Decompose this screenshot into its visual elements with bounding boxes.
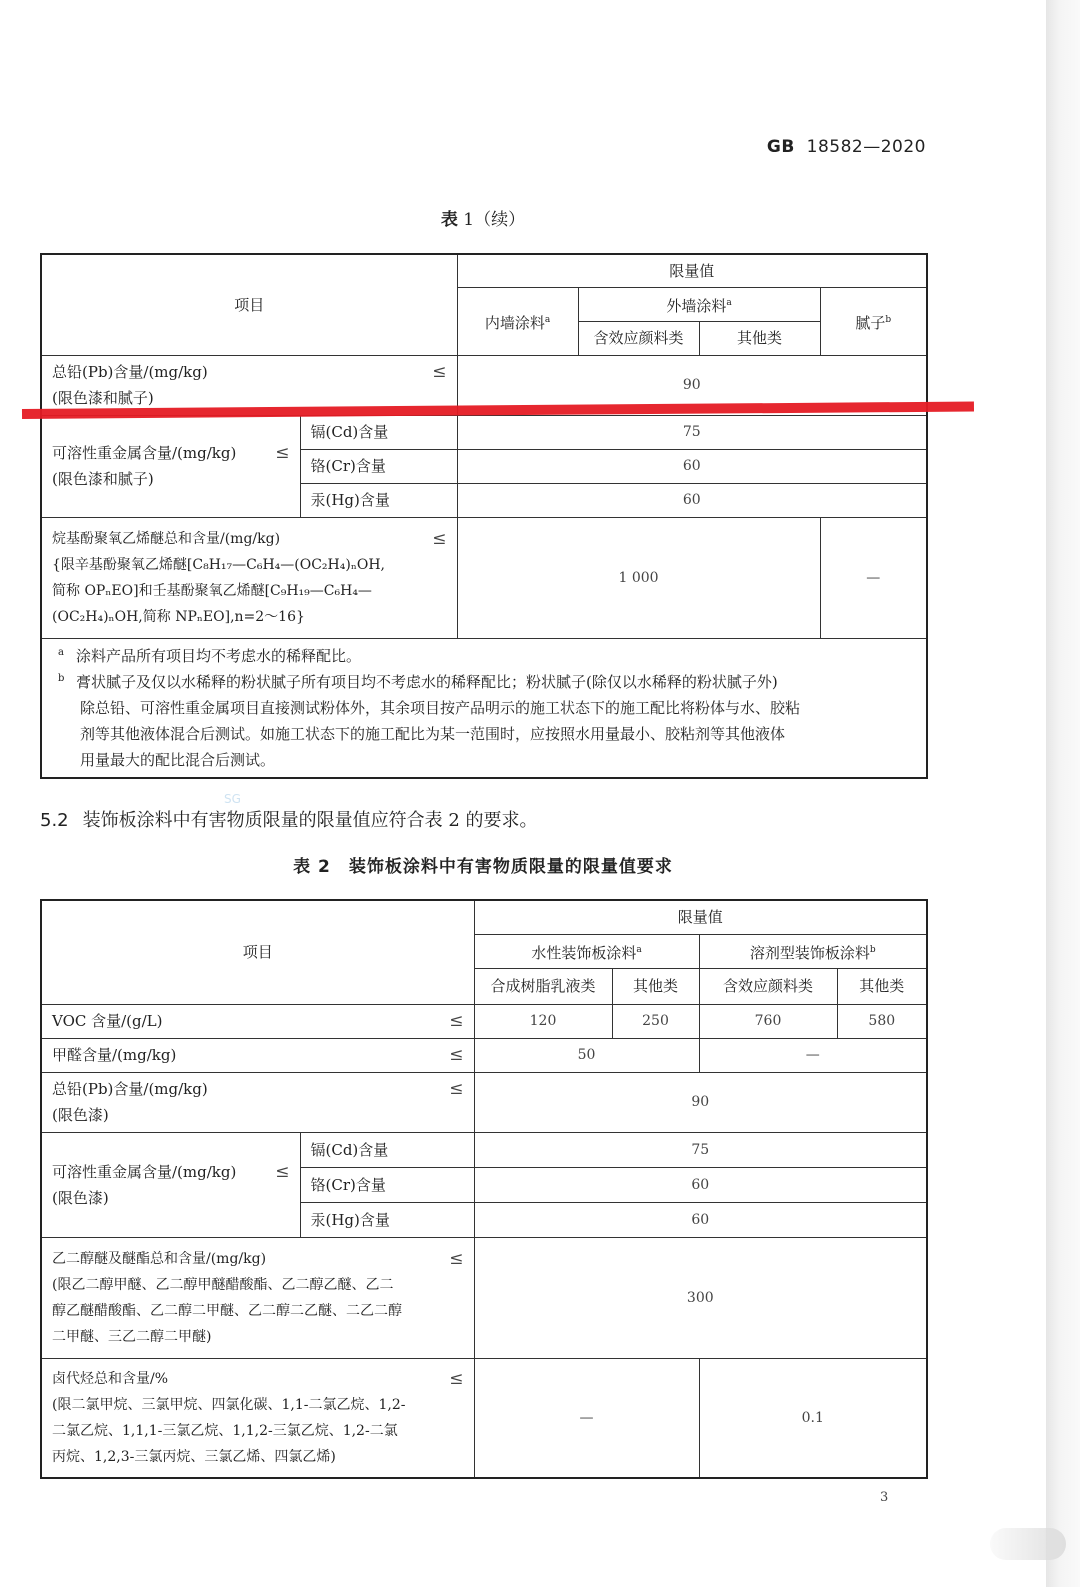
page-number: 3 xyxy=(880,1490,889,1505)
standard-code: 18582—2020 xyxy=(806,137,926,157)
table2-lead-value: 90 xyxy=(474,1072,927,1132)
water-label: 水性装饰板涂料 xyxy=(531,943,637,962)
standard-number xyxy=(760,137,926,157)
table2 xyxy=(40,899,928,1479)
table1-hg-label: 汞(Hg)含量 xyxy=(300,483,457,517)
table1-putty-header xyxy=(820,287,927,355)
table1-cd-value: 75 xyxy=(457,415,927,449)
ape-line2: {限辛基酚聚氧乙烯醚[C₈H₁₇—C₆H₄—(OC₂H₄)ₙOH, xyxy=(52,556,386,573)
table2-soluble-label xyxy=(41,1132,300,1237)
le-symbol: ≤ xyxy=(449,1368,464,1389)
watermark: SG xyxy=(224,792,241,806)
table2-hcho-water: 50 xyxy=(474,1038,699,1072)
table2-limit-header: 限量值 xyxy=(474,900,927,934)
le-symbol: ≤ xyxy=(275,1161,290,1182)
table1-caption-prefix: 表 xyxy=(440,210,458,230)
table2-cr-label: 铬(Cr)含量 xyxy=(300,1167,474,1202)
table1-hg-value: 60 xyxy=(457,483,927,517)
halo-line2: (限二氯甲烷、三氯甲烷、四氯化碳、1,1-二氯乙烷、1,2- xyxy=(52,1396,406,1413)
table2-hg-label: 汞(Hg)含量 xyxy=(300,1202,474,1237)
table2-voc-others1: 250 xyxy=(612,1004,699,1038)
table2-cd-value: 75 xyxy=(474,1132,927,1167)
table2-cd-label: 镉(Cd)含量 xyxy=(300,1132,474,1167)
table1-ape-label xyxy=(41,517,457,638)
table2-others2-header: 其他类 xyxy=(837,968,927,1004)
table2-effect-pigment-header: 含效应颜料类 xyxy=(699,968,837,1004)
ape-line4: (OC₂H₄)ₙOH,简称 NPₙEO],n=2～16} xyxy=(52,608,305,625)
table1-effect-pigment-header: 含效应颜料类 xyxy=(578,321,699,355)
le-symbol: ≤ xyxy=(449,1045,464,1065)
table1-item-header: 项目 xyxy=(41,254,457,355)
table2-solvent-header xyxy=(699,934,927,968)
le-symbol: ≤ xyxy=(432,528,447,549)
table1-caption-num: 1（续） xyxy=(463,210,526,230)
table1-lead-value: 90 xyxy=(457,355,927,415)
table1-soluble-label xyxy=(41,415,300,517)
note-mark-a: a xyxy=(636,944,642,955)
table2-voc-effect: 760 xyxy=(699,1004,837,1038)
soluble-label-text: 可溶性重金属含量/(mg/kg) xyxy=(52,1162,237,1181)
halo-label-text: 卤代烃总和含量/% xyxy=(52,1370,169,1387)
note-b-line2: 除总铅、可溶性重金属项目直接测试粉体外，其余项目按产品明示的施工状态下的施工配比将粉体与水、胶粘 xyxy=(80,698,801,717)
table1-cr-value: 60 xyxy=(457,449,927,483)
lead-label-text: 总铅(Pb)含量/(mg/kg) xyxy=(52,1080,208,1098)
table2-hcho-solvent: — xyxy=(699,1038,927,1072)
halo-line3: 二氯乙烷、1,1,1-三氯乙烷、1,1,2-三氯乙烷、1,2-二氯 xyxy=(52,1422,398,1439)
exterior-label: 外墙涂料 xyxy=(666,296,727,315)
standard-prefix: GB xyxy=(766,137,795,157)
putty-label: 腻子 xyxy=(855,313,886,332)
blurred-overlay xyxy=(990,1528,1066,1560)
table2-voc-label xyxy=(41,1004,474,1038)
table1-ape-putty: — xyxy=(820,517,927,638)
note-b-line3: 剂等其他液体混合后测试。如施工状态下的施工配比为某一范围时，应按照水用量最小、胶粘剂等其他液体 xyxy=(80,724,786,743)
table2-cr-value: 60 xyxy=(474,1167,927,1202)
soluble-sub-text: (限色漆和腻子) xyxy=(52,470,154,488)
note-mark-a: a xyxy=(544,314,551,325)
lead-label-text: 总铅(Pb)含量/(mg/kg) xyxy=(52,363,208,381)
table2-halo-label xyxy=(41,1358,474,1478)
table2-glycol-value: 300 xyxy=(474,1237,927,1358)
lead-sub-text: (限色漆和腻子) xyxy=(52,389,154,407)
table1-exterior-header xyxy=(578,287,820,321)
table1-notes xyxy=(41,638,927,778)
page-edge-shadow xyxy=(1046,0,1080,1587)
voc-label-text: VOC 含量/(g/L) xyxy=(52,1012,163,1030)
le-symbol: ≤ xyxy=(449,1011,464,1031)
le-symbol: ≤ xyxy=(275,443,290,463)
ape-label-text: 烷基酚聚氧乙烯醚总和含量/(mg/kg) xyxy=(52,530,281,547)
note-a: a 涂料产品所有项目均不考虑水的稀释配比。 xyxy=(58,646,362,665)
soluble-sub-text: (限色漆) xyxy=(52,1188,109,1207)
soluble-label-text: 可溶性重金属含量/(mg/kg) xyxy=(52,444,237,462)
table2-hg-value: 60 xyxy=(474,1202,927,1237)
solvent-label: 溶剂型装饰板涂料 xyxy=(749,943,870,962)
table1-others-header: 其他类 xyxy=(699,321,820,355)
table2-caption: 表 2 装饰板涂料中有害物质限量的限量值要求 xyxy=(293,857,673,877)
note-b-line4: 用量最大的配比混合后测试。 xyxy=(80,750,276,769)
glycol-line2: (限乙二醇甲醚、乙二醇甲醚醋酸酯、乙二醇乙醚、乙二 xyxy=(52,1276,394,1293)
halo-line4: 丙烷、1,2,3-三氯丙烷、三氯乙烯、四氯乙烯) xyxy=(52,1448,336,1465)
table1-ape-value: 1 000 xyxy=(457,517,820,638)
note-mark-b: b xyxy=(885,314,892,325)
interior-label: 内墙涂料 xyxy=(484,313,545,332)
table2-others1-header: 其他类 xyxy=(612,968,699,1004)
table2-item-header: 项目 xyxy=(41,900,474,1004)
glycol-line4: 二甲醚、三乙二醇二甲醚) xyxy=(52,1328,212,1345)
ape-line3: 简称 OPₙEO]和壬基酚聚氧乙烯醚[C₉H₁₉—C₆H₄— xyxy=(52,582,372,599)
table2-voc-others2: 580 xyxy=(837,1004,927,1038)
table1-caption xyxy=(40,205,926,230)
lead-sub-text: (限色漆) xyxy=(52,1106,109,1124)
table2-halo-water: — xyxy=(474,1358,699,1478)
le-symbol: ≤ xyxy=(432,362,447,382)
glycol-line3: 醇乙醚醋酸酯、乙二醇二甲醚、乙二醇二乙醚、二乙二醇 xyxy=(52,1302,402,1319)
table2-hcho-label xyxy=(41,1038,474,1072)
glycol-label-text: 乙二醇醚及醚酯总和含量/(mg/kg) xyxy=(52,1250,267,1267)
table1-cd-label: 镉(Cd)含量 xyxy=(300,415,457,449)
note-mark-b: b xyxy=(869,944,876,955)
note-b: b 膏状腻子及仅以水稀释的粉状腻子所有项目均不考虑水的稀释配比；粉状腻子(除仅以水稀释的粉状腻子外) xyxy=(58,672,778,691)
section-5-2 xyxy=(40,806,538,832)
table2-halo-solvent: 0.1 xyxy=(699,1358,927,1478)
table2-lead-label xyxy=(41,1072,474,1132)
le-symbol: ≤ xyxy=(449,1248,464,1269)
table1-limit-header: 限量值 xyxy=(457,254,927,287)
section-number: 5.2 xyxy=(40,810,69,831)
le-symbol: ≤ xyxy=(449,1079,464,1099)
table2-voc-resin: 120 xyxy=(474,1004,612,1038)
note-a-text: 涂料产品所有项目均不考虑水的稀释配比。 xyxy=(76,646,362,665)
note-b-line1: 膏状腻子及仅以水稀释的粉状腻子所有项目均不考虑水的稀释配比；粉状腻子(除仅以水稀释的粉状腻子外) xyxy=(76,672,778,691)
table1 xyxy=(40,253,928,779)
hcho-label-text: 甲醛含量/(mg/kg) xyxy=(52,1046,177,1064)
table2-glycol-label xyxy=(41,1237,474,1358)
note-mark-a: a xyxy=(726,297,732,308)
table1-cr-label: 铬(Cr)含量 xyxy=(300,449,457,483)
table2-resin-header: 合成树脂乳液类 xyxy=(474,968,612,1004)
section-text: 装饰板涂料中有害物质限量的限量值应符合表 2 的要求。 xyxy=(82,810,538,831)
table2-water-header xyxy=(474,934,699,968)
table1-interior-header xyxy=(457,287,578,355)
